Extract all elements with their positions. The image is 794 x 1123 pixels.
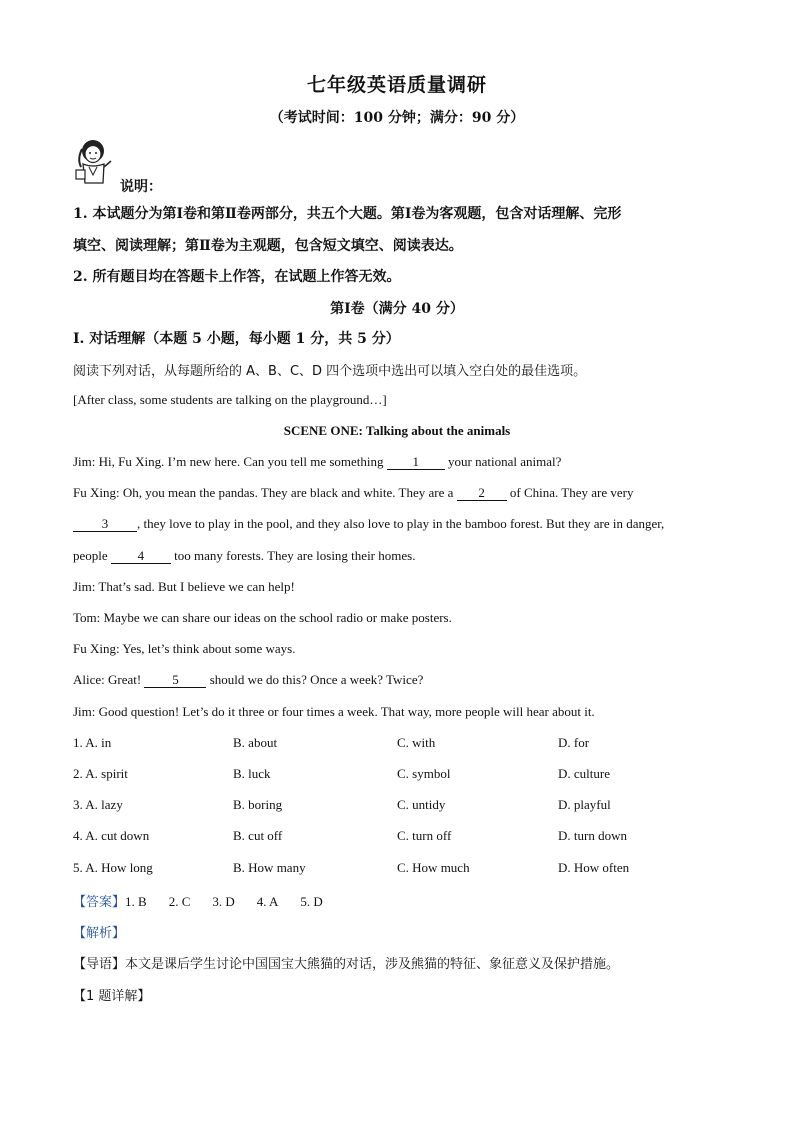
option-d: D. playful	[558, 797, 611, 812]
analysis-label-text: 【解析】	[73, 926, 126, 941]
dialogue-text: Jim: Hi, Fu Xing. I’m new here. Can you tell me something	[73, 454, 387, 469]
option-b: B. luck	[233, 766, 271, 781]
answer-item: 5. D	[300, 894, 323, 909]
option-a: 3. A. lazy	[73, 797, 123, 812]
dialogue-line-9: Jim: Good question! Let’s do it three or four times a week. That way, more people will hear about it.	[73, 704, 595, 719]
answer-item: 1. B	[125, 894, 147, 909]
option-c: C. How much	[397, 860, 470, 875]
exam-subtitle: （考试时间：100 分钟；满分：90 分）	[269, 110, 525, 126]
answer-item: 2. C	[168, 894, 191, 909]
blank-4: 4	[111, 549, 171, 564]
blank-5: 5	[144, 673, 206, 688]
notes-line-1: 1. 本试题分为第Ⅰ卷和第Ⅱ卷两部分，共五个大题。第Ⅰ卷为客观题，包含对话理解、完形	[73, 206, 622, 222]
answer-row	[73, 891, 345, 910]
context-text: [After class, some students are talking on the playground…]	[73, 392, 387, 407]
dialogue-line-7: Fu Xing: Yes, let’s think about some ways.	[73, 641, 296, 656]
option-a: 2. A. spirit	[73, 766, 128, 781]
dialogue-text: your national animal?	[444, 454, 562, 469]
blank-1: 1	[387, 455, 445, 470]
analysis-label	[73, 922, 125, 941]
instruction-text: 阅读下列对话，从每题所给的 A、B、C、D 四个选项中选出可以填入空白处的最佳选项。	[73, 364, 587, 379]
part-title: Ⅰ. 对话理解（本题 5 小题，每小题 1 分，共 5 分）	[73, 331, 400, 347]
option-c: C. turn off	[397, 828, 452, 843]
guide-text: 本文是课后学生讨论中国国宝大熊猫的对话，涉及熊猫的特征、象征意义及保护措施。	[125, 957, 620, 972]
option-d: D. How often	[558, 860, 630, 875]
answer-item: 4. A	[256, 894, 279, 909]
dialogue-line-2	[73, 485, 633, 501]
blank-2: 2	[457, 486, 507, 501]
option-a: 1. A. in	[73, 735, 112, 750]
option-b: B. cut off	[233, 828, 283, 843]
dialogue-text: of China. They are very	[506, 485, 634, 500]
option-c: C. symbol	[397, 766, 451, 781]
scene-title: SCENE ONE: Talking about the animals	[283, 423, 511, 438]
dialogue-line-3	[73, 516, 664, 532]
dialogue-line-5: Jim: That’s sad. But I believe we can help!	[73, 579, 295, 594]
option-b: B. How many	[233, 860, 306, 875]
page-title: 七年级英语质量调研	[306, 74, 487, 96]
option-a: 4. A. cut down	[73, 828, 150, 843]
blank-3: 3	[73, 517, 137, 532]
option-c: C. untidy	[397, 797, 446, 812]
dialogue-text: Alice: Great!	[73, 672, 145, 687]
dialogue-line-6: Tom: Maybe we can share our ideas on the school radio or make posters.	[73, 610, 452, 625]
dialogue-line-8	[73, 672, 423, 688]
dialogue-text: people	[73, 548, 111, 563]
dialogue-line-4	[73, 548, 415, 564]
dialogue-text: should we do this? Once a week? Twice?	[206, 672, 424, 687]
option-d: D. for	[558, 735, 590, 750]
detail-label: 【1 题详解】	[73, 989, 151, 1004]
dialogue-text: Fu Xing: Oh, you mean the pandas. They are black and white. They are a	[73, 485, 457, 500]
notes-line-2: 填空、阅读理解；第Ⅱ卷为主观题，包含短文填空、阅读表达。	[73, 238, 463, 254]
notes-line-3: 2. 所有题目均在答题卡上作答，在试题上作答无效。	[73, 269, 401, 285]
option-d: D. culture	[558, 766, 610, 781]
dialogue-text: too many forests. They are losing their homes.	[170, 548, 416, 563]
option-a: 5. A. How long	[73, 860, 153, 875]
answer-label: 【答案】	[73, 895, 126, 910]
answer-item: 3. D	[212, 894, 235, 909]
dialogue-line-1	[73, 454, 561, 470]
dialogue-text: , they love to play in the pool, and they also love to play in the bamboo forest. But they are in danger,	[137, 516, 665, 531]
option-b: B. boring	[233, 797, 283, 812]
teacher-mascot-icon	[73, 137, 117, 187]
volume-title: 第Ⅰ卷（满分 40 分）	[330, 301, 464, 317]
notes-heading: 说明：	[120, 179, 162, 195]
option-b: B. about	[233, 735, 278, 750]
option-d: D. turn down	[558, 828, 627, 843]
guide-row	[73, 953, 619, 972]
option-c: C. with	[397, 735, 436, 750]
guide-label: 【导语】	[73, 957, 126, 972]
